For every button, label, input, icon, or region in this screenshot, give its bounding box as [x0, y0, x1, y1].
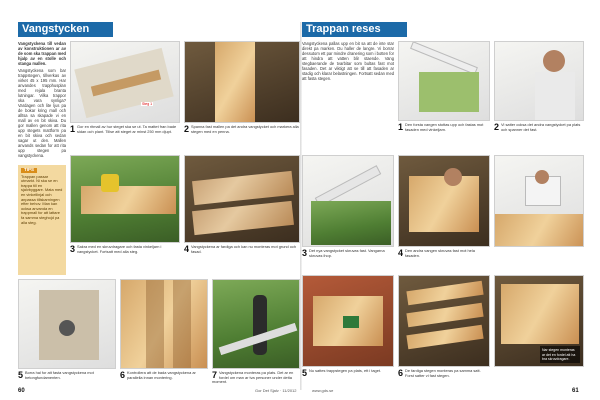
photo-step-2 — [184, 41, 300, 123]
photo-step-6 — [120, 279, 208, 369]
caption-6: 6 Kontrollera att de bada vangstyckena ar parallella innan montering. — [120, 371, 196, 380]
right-footer-label: www.gds.se — [312, 388, 334, 393]
left-intro: Vangstyckena till vedan av konstruktionen ar av de som ska trappan med hjalp av en stolle och stanga mallen. — [18, 41, 66, 66]
right-body: Vangstyckena pallas upp en bit sa att de inte star direkt pa marken. Du haller de langre. Vi borrar dessutom ett par mindre dranering som i botten for att hindra att vatten blir staende. Vang stegbaerande de tvarbitar som bultas fast mot fasaden. Det ar viktigt att se till att fasaden ar stadig och klarar belastningen. Fortsatt sedan med att fasta stegen. — [302, 41, 394, 81]
left-footer-label: Gor Det Sjalv · 11/2012 — [255, 388, 297, 393]
right-heading: Trappan reses — [302, 22, 407, 37]
photo-raise-2 — [494, 41, 584, 121]
left-footer — [18, 388, 25, 394]
left-body-text: Vangstyckena som bar trappstegen, tillverkas av virket 45 x 195 mm. Har anvandes trapphusplan med rejala branta lutningar. Vilka trappor ska vara synliga? Vardagen och lite ljus pa de bokar kring mall och alltsa sa skapade vi en mall av en bit skiva. Du gor mallen genom att rita upp stegets mattform pa en bit skiva och sedan sagar ut den. Mallen anvands sedan for att rita upp stegen pa vangstyckena. — [18, 68, 66, 158]
raise-caption-1: 1 Den forsta vangen stottas upp och fastas mot fasaden med vinkeljarn. — [398, 123, 484, 132]
left-body — [18, 41, 66, 161]
left-heading: Vangstycken — [18, 22, 113, 37]
photo-step-5 — [18, 279, 116, 369]
raise-caption-6: 6 De fardiga stegen monteras pa samma satt. Forst satter vi fast stegen. — [398, 369, 481, 378]
caption-1: 1 Gor en ritmall av hur steget ska se ut. Ta mattet fran bade sidan och plant. Tillse att steget ar minst 250 mm djupt. — [70, 125, 177, 134]
tips-title: TIPS — [21, 168, 37, 173]
caption-3: 3 Sakra med en skruvdragare och fasta vinkeljarn i vangstycket. Fortsatt med alla steg. — [70, 245, 162, 254]
caption-7: 7 Vangstyckena monteras pa plats. Det ar en fordel om man ar tva personer under detta moment. — [212, 371, 294, 385]
caption-2: 2 Spanna fast mallen pa det andra vangstycket och markera alla stegen med en penna. — [184, 125, 299, 134]
left-page-number: 60 — [18, 388, 25, 394]
tips-box — [18, 165, 66, 275]
photo-raise-1 — [398, 41, 490, 121]
tips-body: Trappan passar utmarkt. Ni ska se en trappa till en sjalvbyggare. Mata med en vinkellinjal och anpassa tillskarningen efter behov. Man kan ocksa anvanda en trappmall for att lattare fa samma steghojd pa alla steg. — [21, 173, 63, 225]
photo-raise-6 — [398, 275, 490, 367]
right-page-number: 61 — [572, 388, 579, 394]
raise-caption-4: 4 Den andra vangen skruvas fast mot hela fasaden. — [398, 249, 475, 258]
right-page — [302, 22, 584, 390]
raise-caption-2: 2 Vi satter ocksa det andra vangstycket pa plats och spanner det fast. — [494, 123, 581, 132]
photo-overlay-text: Nar stegen monteras ar det en fordel att ha bra skruvdragare. — [540, 346, 580, 363]
photo-step-1 — [70, 41, 180, 123]
photo-raise-5 — [494, 155, 584, 247]
left-page — [18, 22, 300, 390]
photo-raise-4 — [398, 155, 490, 247]
right-footer — [572, 388, 579, 394]
raise-caption-5: 5 Nu sattes trappstegen pa plats, ett i taget. — [302, 369, 382, 378]
photo-raise-3 — [302, 155, 394, 247]
photo-badge: Steg 1 — [142, 102, 153, 106]
raise-caption-3: 3 Det nya vangstycket skruvas fast. Vangarna skruvas ihop. — [302, 249, 385, 258]
photo-raise-7 — [494, 275, 584, 367]
photo-step-3 — [70, 155, 180, 243]
photo-raise-5b — [302, 275, 394, 367]
caption-5: 5 Borra hal for att fasta vangstyckena mot betongfundamenten. — [18, 371, 94, 380]
photo-step-7 — [212, 279, 300, 369]
photo-step-4 — [184, 155, 300, 243]
caption-4: 4 Vangstyckena ar fardiga och kan nu monteras mot grund och fasad. — [184, 245, 297, 254]
